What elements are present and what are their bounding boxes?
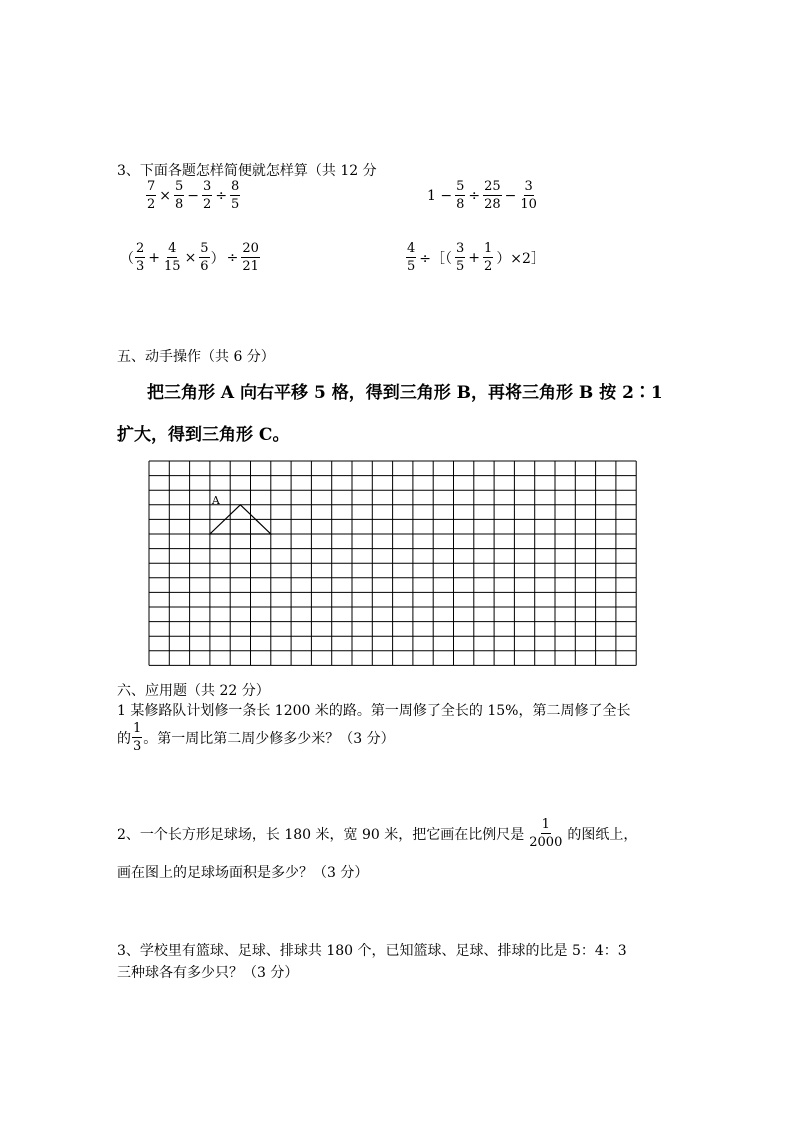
fraction: $\frac{3}{10}$ xyxy=(520,179,537,212)
question1-line1: 1 某修路队计划修一条长 1200 米的路。第一周修了全长的 15%，第二周修了全长 xyxy=(117,703,631,719)
expression-1: $\frac{7}{2}$ × $\frac{5}{8}$ − $\frac{3}{2}$ ÷ $\frac{8}{5}$ xyxy=(147,179,240,212)
section5-heading: 五、动手操作（共 6 分） xyxy=(117,349,275,365)
fraction: $\frac{5}{8}$ xyxy=(456,179,465,212)
fraction: $\frac{2}{3}$ xyxy=(136,241,145,274)
fraction: $\frac{1}{3}$ xyxy=(133,721,142,754)
section5-instruction-line1: 把三角形 A 向右平移 5 格，得到三角形 B，再将三角形 B 按 2∶1 xyxy=(147,383,663,403)
question3-line1: 3、学校里有篮球、足球、排球共 180 个，已知篮球、足球、排球的比是 5：4：3 xyxy=(117,943,627,959)
question2-line1: 2、一个长方形足球场，长 180 米，宽 90 米，把它画在比例尺是 $\frac{1}{2000}$ 的图纸上， xyxy=(117,817,638,850)
grid-svg xyxy=(148,460,639,667)
expression-4: $\frac{4}{5}$ ÷［（ $\frac{3}{5}$ + $\frac{1}{2}$ ）×2］ xyxy=(407,241,545,274)
grid-paper xyxy=(148,460,639,671)
fraction: $\frac{8}{5}$ xyxy=(231,179,240,212)
fraction: $\frac{5}{8}$ xyxy=(175,179,184,212)
section6-heading: 六、应用题（共 22 分） xyxy=(117,683,270,699)
expression-2: 1 − $\frac{5}{8}$ ÷ $\frac{25}{28}$ − $\frac{3}{10}$ xyxy=(427,179,537,212)
fraction: $\frac{1}{2000}$ xyxy=(529,817,563,850)
question1-line2: 的 $\frac{1}{3}$ 。第一周比第二周少修多少米？（3 分） xyxy=(117,721,395,754)
triangle-a-label: A xyxy=(211,493,220,507)
expression-3: （ $\frac{2}{3}$ + $\frac{4}{15}$ × $\frac{5}{6}$ ） ÷ $\frac{20}{21}$ xyxy=(120,241,259,274)
question2-line2: 画在图上的足球场面积是多少？（3 分） xyxy=(117,865,369,881)
fraction: $\frac{1}{2}$ xyxy=(484,241,493,274)
fraction: $\frac{20}{21}$ xyxy=(242,241,259,274)
fraction: $\frac{3}{2}$ xyxy=(203,179,212,212)
fraction: $\frac{5}{6}$ xyxy=(200,241,209,274)
fraction: $\frac{4}{5}$ xyxy=(407,241,416,274)
section3-heading: 3、下面各题怎样简便就怎样算（共 12 分 xyxy=(117,163,377,179)
fraction: $\frac{3}{5}$ xyxy=(456,241,465,274)
section5-instruction-line2: 扩大，得到三角形 C。 xyxy=(117,425,290,445)
question3-line2: 三种球各有多少只？（3 分） xyxy=(117,965,299,981)
fraction: $\frac{25}{28}$ xyxy=(484,179,501,212)
fraction: $\frac{4}{15}$ xyxy=(164,241,181,274)
fraction: $\frac{7}{2}$ xyxy=(147,179,156,212)
